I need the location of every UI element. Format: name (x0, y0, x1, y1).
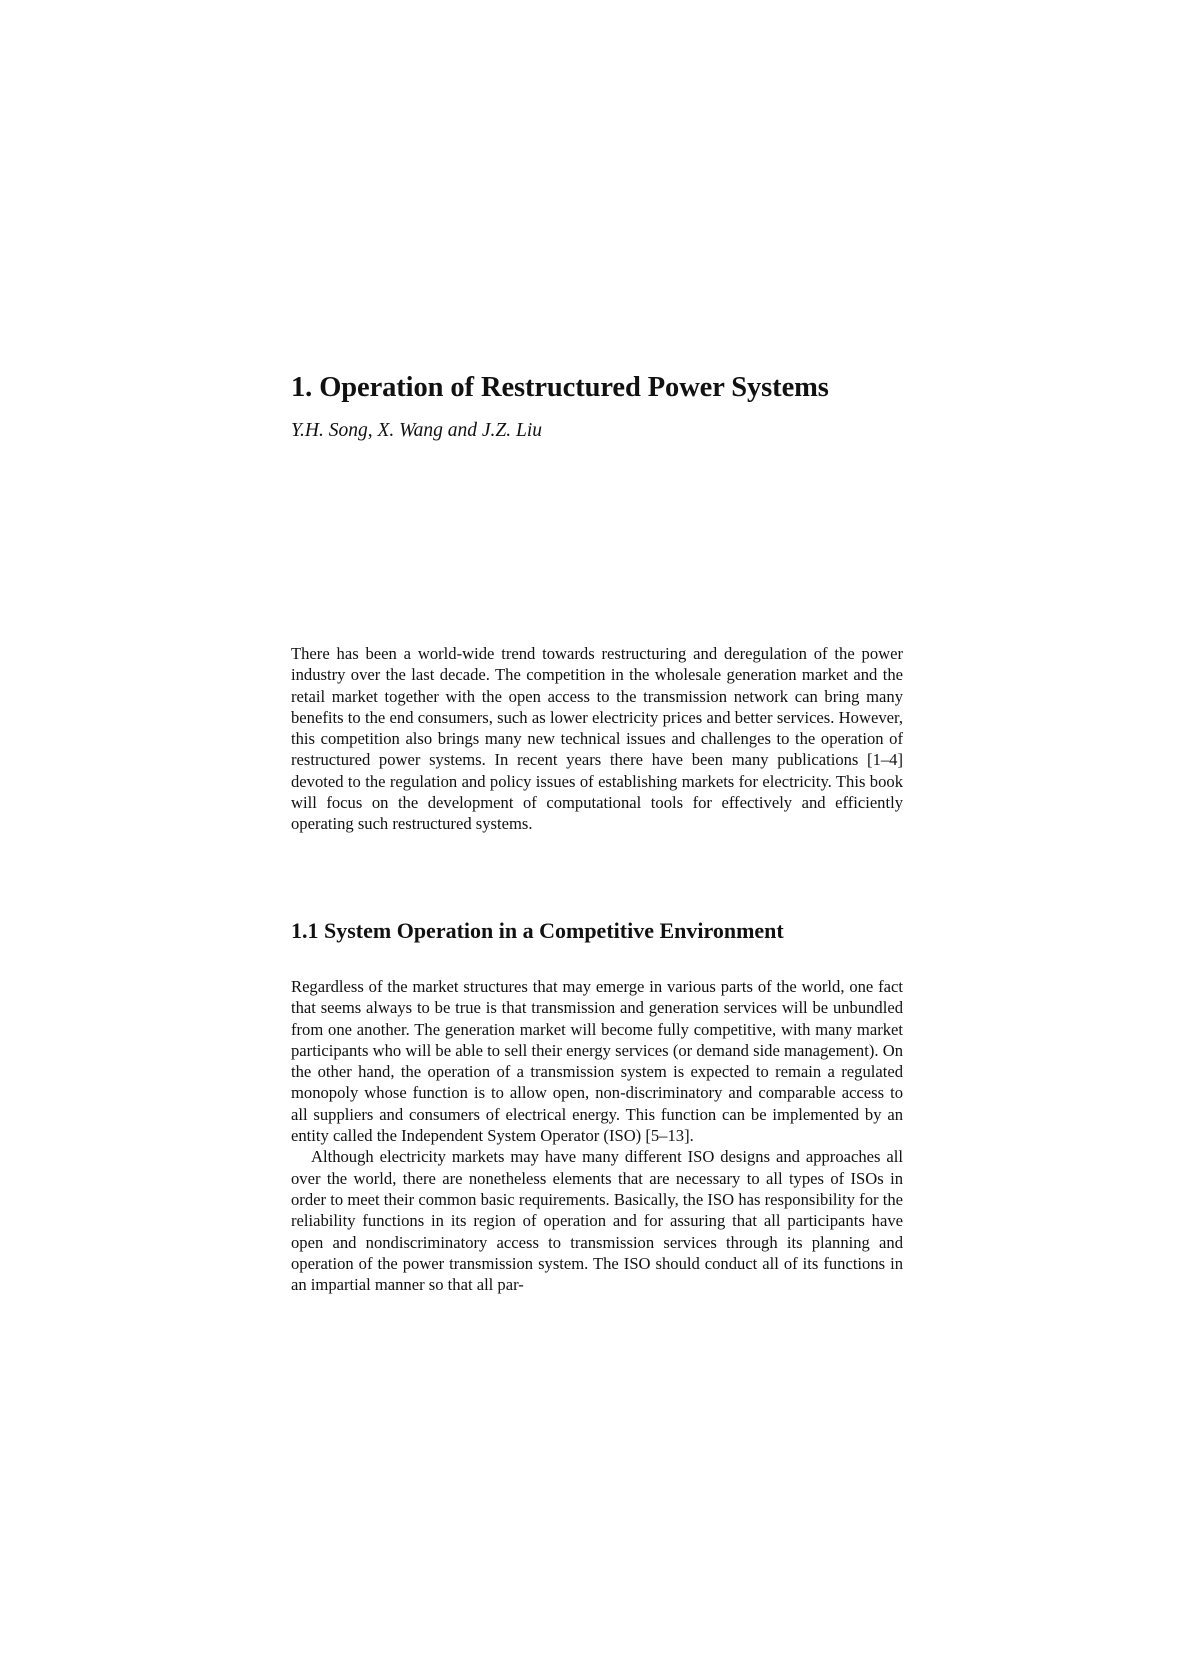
section-body (291, 976, 903, 1295)
chapter-title: 1. Operation of Restructured Power Systems (291, 372, 829, 403)
section-paragraph-2: Although electricity markets may have many different ISO designs and approaches all over the world, there are nonetheless elements that are necessary to all types of ISOs in order to meet their common basic requirements. Basically, the ISO has responsibility for the reliability functions in its region of operation and for assuring that all participants have open and nondiscriminatory access to transmission services through its planning and operation of the power transmission system. The ISO should conduct all of its functions in an impartial manner so that all par- (291, 1147, 903, 1295)
chapter-authors: Y.H. Song, X. Wang and J.Z. Liu (291, 420, 543, 441)
section-paragraph-1: Regardless of the market structures that may emerge in various parts of the world, one fact that seems always to be true is that transmission and generation services will be unbundled from one another. The generation market will become fully competitive, with many market participants who will be able to sell their energy services (or demand side management). On the other hand, the operation of a transmission system is expected to remain a regulated monopoly whose function is to allow open, non-discriminatory and comparable access to all suppliers and consumers of electrical energy. This function can be implemented by an entity called the Independent System Operator (ISO) [5–13]. (291, 977, 903, 1146)
section-heading: 1.1 System Operation in a Competitive Environment (291, 918, 784, 943)
intro-paragraph: There has been a world-wide trend towards restructuring and deregulation of the power industry over the last decade. The competition in the wholesale generation market and the retail market together with the open access to the transmission network can bring many benefits to the end consumers, such as lower electricity prices and better services. However, this competition also brings many new technical issues and challenges to the operation of restructured power systems. In recent years there have been many publications [1–4] devoted to the regulation and policy issues of establishing markets for electricity. This book will focus on the development of computational tools for effectively and efficiently operating such restructured systems. (291, 644, 903, 834)
